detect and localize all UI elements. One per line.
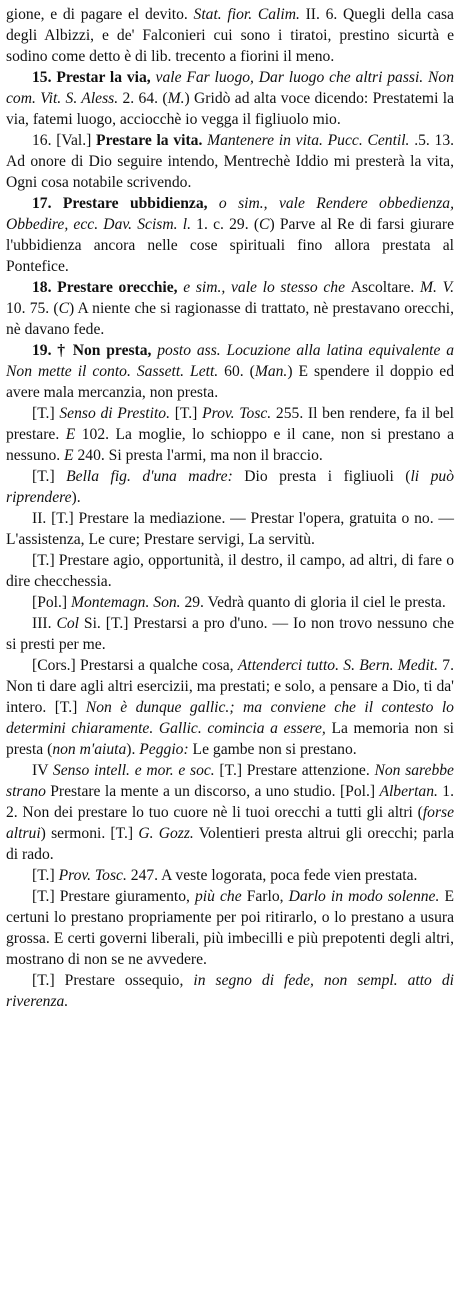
entry-text: 255. Il ben rendere, fa il bel prestare. <box>6 405 454 443</box>
dictionary-entry-paragraph <box>6 613 454 655</box>
entry-text: [T.] <box>32 867 59 884</box>
entry-italic-text: Montemagn. Son. <box>70 594 181 611</box>
entry-italic-text: vale Far luogo, Dar luogo che altri passi. Non com. Vit. S. Aless. <box>6 69 455 107</box>
dictionary-entry-paragraph <box>6 886 454 970</box>
entry-italic-text: Prov. Tosc. <box>202 405 272 422</box>
entry-heading-text: 17. Prestare ubbidienza, <box>32 195 219 212</box>
entry-italic-text: E <box>65 426 76 443</box>
entry-heading-text: Prestare la vita. <box>96 132 208 149</box>
entry-italic-text: Senso di Prestito. <box>59 405 171 422</box>
entry-italic-text: C <box>259 216 270 233</box>
entry-text: ). <box>71 489 81 506</box>
entry-heading-text: 19. † Non presta, <box>32 342 158 359</box>
entry-text: 1. c. 29. ( <box>190 216 260 233</box>
entry-text: III. <box>32 615 57 632</box>
entry-text: 16. <box>32 132 57 149</box>
dictionary-entry-paragraph <box>6 970 454 1012</box>
entry-text: Si. [T.] Prestarsi a pro d'uno. — Io non trovo nessuno che si presti per me. <box>6 615 454 653</box>
entry-italic-text: Non sarebbe strano <box>6 762 454 800</box>
entry-text: gione, e di pagare el devito. <box>6 6 194 23</box>
entry-text: 102. La moglie, lo schioppo e il cane, non si prestano a nessuno. <box>6 426 454 464</box>
entry-italic-text: Darlo in modo solenne. <box>288 888 440 905</box>
entry-text: [T.] Prestare giuramento, <box>32 888 195 905</box>
entry-italic-text: Bella fig. d'una madre: <box>66 468 233 485</box>
entry-text: E certuni lo prestano propriamente per poi ritirarlo, o lo prestano a usura grossa. E certi governi liberali, più imbecilli e più prepotenti degli altri, mostrano di non se ne avvedere. <box>6 888 454 968</box>
entry-italic-text: Peggio: <box>139 741 189 758</box>
entry-italic-text: più che <box>195 888 242 905</box>
dictionary-entry-paragraph <box>6 403 454 466</box>
dictionary-entry-paragraph <box>6 277 454 340</box>
entry-text: 2. 64. ( <box>118 90 168 107</box>
entry-text: ) A niente che si ragionasse di trattato, nè prestavano orecchi, nè davano fede. <box>6 300 454 338</box>
entry-italic-text: forse altrui <box>6 804 454 842</box>
dictionary-entry-paragraph <box>6 130 454 193</box>
entry-text: Prestare la mente a un discorso, a uno studio. [Pol.] <box>45 783 380 800</box>
entry-text: .5. 13. Ad onore di Dio seguire intendo, Mentrechè Iddio mi presterà la vita, Ogni cosa notabile scrivendo. <box>6 132 455 191</box>
entry-text: Volentieri presta altrui gli orecchi; parla di rado. <box>6 825 455 863</box>
entry-text: 10. 75. ( <box>6 300 59 317</box>
entry-text: ) Gridò ad alta voce dicendo: Prestatemi la via, fatemi luogo, acciocchè io vegga il figliuolo mio. <box>6 90 455 128</box>
entry-text: [T.] Prestare ossequio, <box>32 972 194 989</box>
entry-text: La memoria non si presta ( <box>6 720 454 758</box>
entry-text: ) Parve al Re di farsi giurare l'ubbidienza ancora nelle cose spirituali fino allora prestata al Pontefice. <box>6 216 454 275</box>
entry-italic-text: Man. <box>254 363 288 380</box>
entry-text: [T.] <box>32 468 67 485</box>
entry-italic-text: Col <box>56 615 79 632</box>
entry-text: 60. ( <box>218 363 255 380</box>
entry-italic-text: C <box>58 300 69 317</box>
dictionary-entry-paragraph <box>6 193 454 277</box>
entry-text: IV <box>32 762 53 779</box>
entry-italic-text: Albertan. <box>379 783 438 800</box>
entry-italic-text: li può riprendere <box>6 468 454 506</box>
entry-text: Dio presta i figliuoli ( <box>232 468 411 485</box>
dictionary-entry-paragraph <box>6 4 454 67</box>
dictionary-entry-paragraph <box>6 592 454 613</box>
entry-italic-text: E <box>64 447 74 464</box>
entry-italic-text: non m'aiuta <box>52 741 127 758</box>
entry-heading-text: 15. Prestar la via, <box>32 69 156 86</box>
entry-text: [Val.] <box>56 132 97 149</box>
entry-text: [Cors.] Prestarsi a qualche cosa, <box>32 657 238 674</box>
entry-text: ) sermoni. [T.] <box>40 825 139 842</box>
entry-text: 247. A veste logorata, poca fede vien prestata. <box>126 867 418 884</box>
entry-italic-text: M. V. <box>420 279 454 296</box>
entry-italic-text: M. <box>167 90 185 107</box>
entry-text: [T.] <box>170 405 203 422</box>
entry-italic-text: o sim., vale Rendere obbedienza, Obbedire, ecc. Dav. Scism. l. <box>6 195 454 233</box>
entry-text: ). <box>126 741 140 758</box>
entry-italic-text: Non è dunque gallic.; ma conviene che il contesto lo determini chiaramente. Gallic. comincia a essere, <box>6 699 454 737</box>
entry-italic-text: in segno di fede, non sempl. atto di riverenza. <box>6 972 454 1010</box>
entry-text: 29. Vedrà quanto di gloria il ciel le presta. <box>180 594 446 611</box>
entry-heading-text: 18. Prestare orecchie, <box>32 279 184 296</box>
dictionary-entry-paragraph <box>6 340 454 403</box>
entry-text: 7. Non ti dare agli altri esercizii, ma prestati; e solo, a pensare a Dio, ti da' intero. [T.] <box>6 657 454 716</box>
entry-italic-text: Attenderci tutto. S. Bern. Medit. <box>237 657 439 674</box>
entry-text: II. 6. Quegli della casa degli Albizzi, e de' Falconieri cui sono i tiratoi, prestino sicurtà e sodino come detto è di lib. trecento a fiorini il meno. <box>6 6 454 65</box>
entry-italic-text: Mantenere in vita. Pucc. Centil. <box>207 132 410 149</box>
entry-text: ) E spendere il doppio ed avere mala mercanzia, non presta. <box>6 363 455 401</box>
entry-italic-text: G. Gozz. <box>138 825 194 842</box>
dictionary-entry-paragraph <box>6 655 454 760</box>
dictionary-entry-paragraph <box>6 466 454 508</box>
dictionary-entry-paragraph <box>6 508 454 550</box>
dictionary-entry-paragraph <box>6 865 454 886</box>
entry-text: Farlo, <box>241 888 289 905</box>
entry-text: [T.] Prestare attenzione. <box>214 762 375 779</box>
entry-italic-text: Senso intell. e mor. e soc. <box>52 762 215 779</box>
entry-text: Ascoltare. <box>350 279 421 296</box>
entry-text: [T.] <box>32 405 60 422</box>
entry-text: Le gambe non si prestano. <box>188 741 357 758</box>
entry-text: [Pol.] <box>32 594 71 611</box>
entry-italic-text: posto ass. Locuzione alla latina equivalente a Non mette il conto. Sassett. Lett. <box>6 342 454 380</box>
entry-italic-text: e sim., vale lo stesso che <box>183 279 351 296</box>
entry-italic-text: Prov. Tosc. <box>58 867 127 884</box>
entry-text: [T.] Prestare agio, opportunità, il destro, il campo, ad altri, di fare o dire checchessia. <box>6 552 454 590</box>
entry-text: II. [T.] Prestare la mediazione. — Prestar l'opera, gratuita o no. — L'assistenza, Le cure; Prestare servigi, La servitù. <box>6 510 454 548</box>
entry-text: 1. 2. Non dei prestare lo tuo cuore nè li tuoi orecchi a tutti gli altri ( <box>6 783 454 821</box>
dictionary-entry-paragraph <box>6 760 454 865</box>
dictionary-entry-paragraph <box>6 550 454 592</box>
entry-text: 240. Si presta l'armi, ma non il braccio. <box>73 447 323 464</box>
dictionary-entry-paragraph <box>6 67 454 130</box>
entry-italic-text: Stat. fior. Calim. <box>193 6 300 23</box>
